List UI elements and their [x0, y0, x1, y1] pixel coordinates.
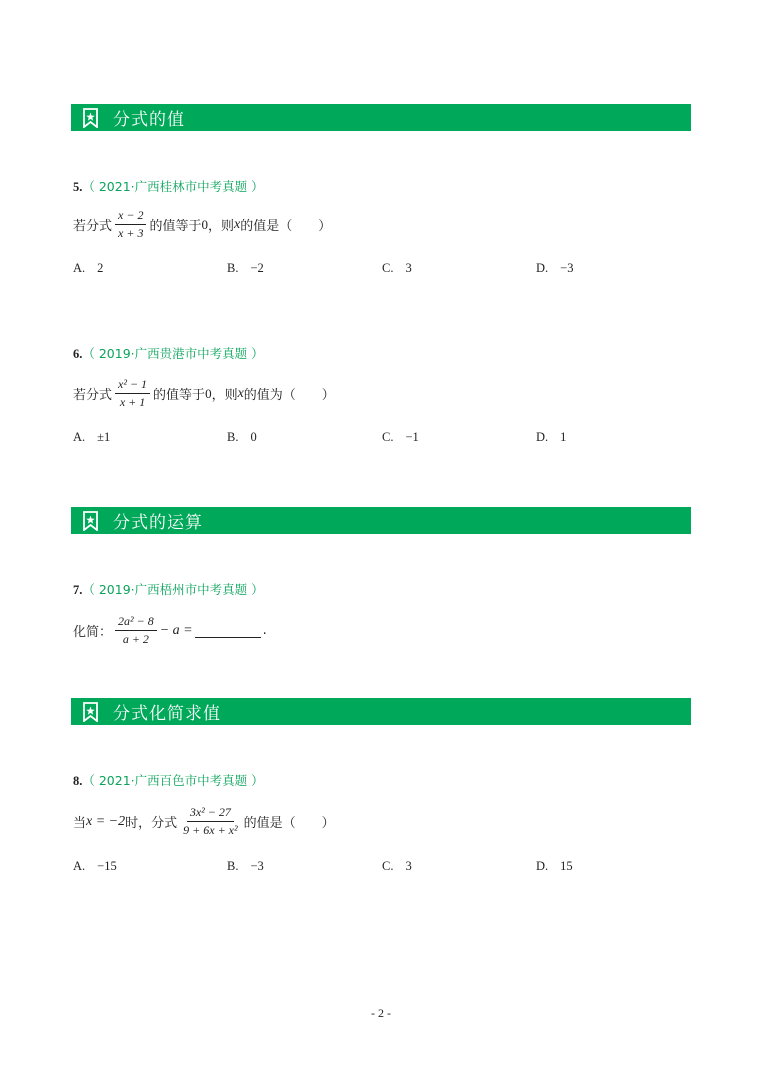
option-c[interactable]: C. −1	[382, 430, 419, 444]
section-title: 分式的运算	[113, 513, 203, 533]
section-banner-fraction-operations	[71, 507, 691, 534]
question-7-stem: 化简： $\frac{\text{2a² − 8}}{a + 2}$ − a = .	[73, 614, 267, 646]
section-banner-fraction-value	[71, 104, 691, 131]
bookmark-star-icon	[82, 702, 99, 722]
question-8-source: 8.（ 2021·广西百色市中考真题 ）	[73, 773, 264, 788]
section-banner-simplify-evaluate	[71, 698, 691, 725]
option-a[interactable]: A. −15	[73, 859, 117, 873]
question-5-source: 5.（ 2021·广西桂林市中考真题 ）	[73, 179, 264, 194]
page-number: - 2 -	[371, 1006, 391, 1020]
question-6-source: 6.（ 2019·广西贵港市中考真题 ）	[73, 346, 264, 361]
question-8-stem: 当 x = −2 时，分式 $\frac{\text{3x² − 27}}{\text{9 + 6x + x²}}$ 的值是（ ）	[73, 805, 335, 837]
option-a[interactable]: A. ±1	[73, 430, 111, 444]
option-a[interactable]: A. 2	[73, 261, 104, 275]
option-d[interactable]: D. 15	[536, 859, 573, 873]
option-b[interactable]: B. 0	[227, 430, 257, 444]
fraction: $\frac{x - 2}{x + 3}$	[115, 208, 146, 241]
bookmark-star-icon	[82, 511, 99, 531]
bookmark-star-icon	[82, 108, 99, 128]
fraction: $\frac{\text{3x² − 27}}{\text{9 + 6x + x²}}$	[183, 805, 238, 837]
option-b[interactable]: B. −2	[227, 261, 264, 275]
fraction: $\frac{\text{x² − 1}}{x + 1}$	[115, 377, 150, 410]
section-title: 分式的值	[113, 110, 185, 130]
option-b[interactable]: B. −3	[227, 859, 264, 873]
question-7-source: 7.（ 2019·广西梧州市中考真题 ）	[73, 582, 264, 597]
option-c[interactable]: C. 3	[382, 261, 412, 275]
answer-blank[interactable]	[195, 623, 261, 638]
option-d[interactable]: D. 1	[536, 430, 567, 444]
option-d[interactable]: D. −3	[536, 261, 574, 275]
fraction: $\frac{\text{2a² − 8}}{a + 2}$	[115, 614, 157, 647]
question-6-stem: 若分式 $\frac{\text{x² − 1}}{x + 1}$ 的值等于 0 ，则 x 的值为（ ）	[73, 377, 335, 409]
option-c[interactable]: C. 3	[382, 859, 412, 873]
question-5-stem: 若分式 $\frac{x - 2}{x + 3}$ 的值等于 0 ，则 x 的值是（ ）	[73, 208, 332, 240]
section-title: 分式化简求值	[113, 704, 221, 724]
